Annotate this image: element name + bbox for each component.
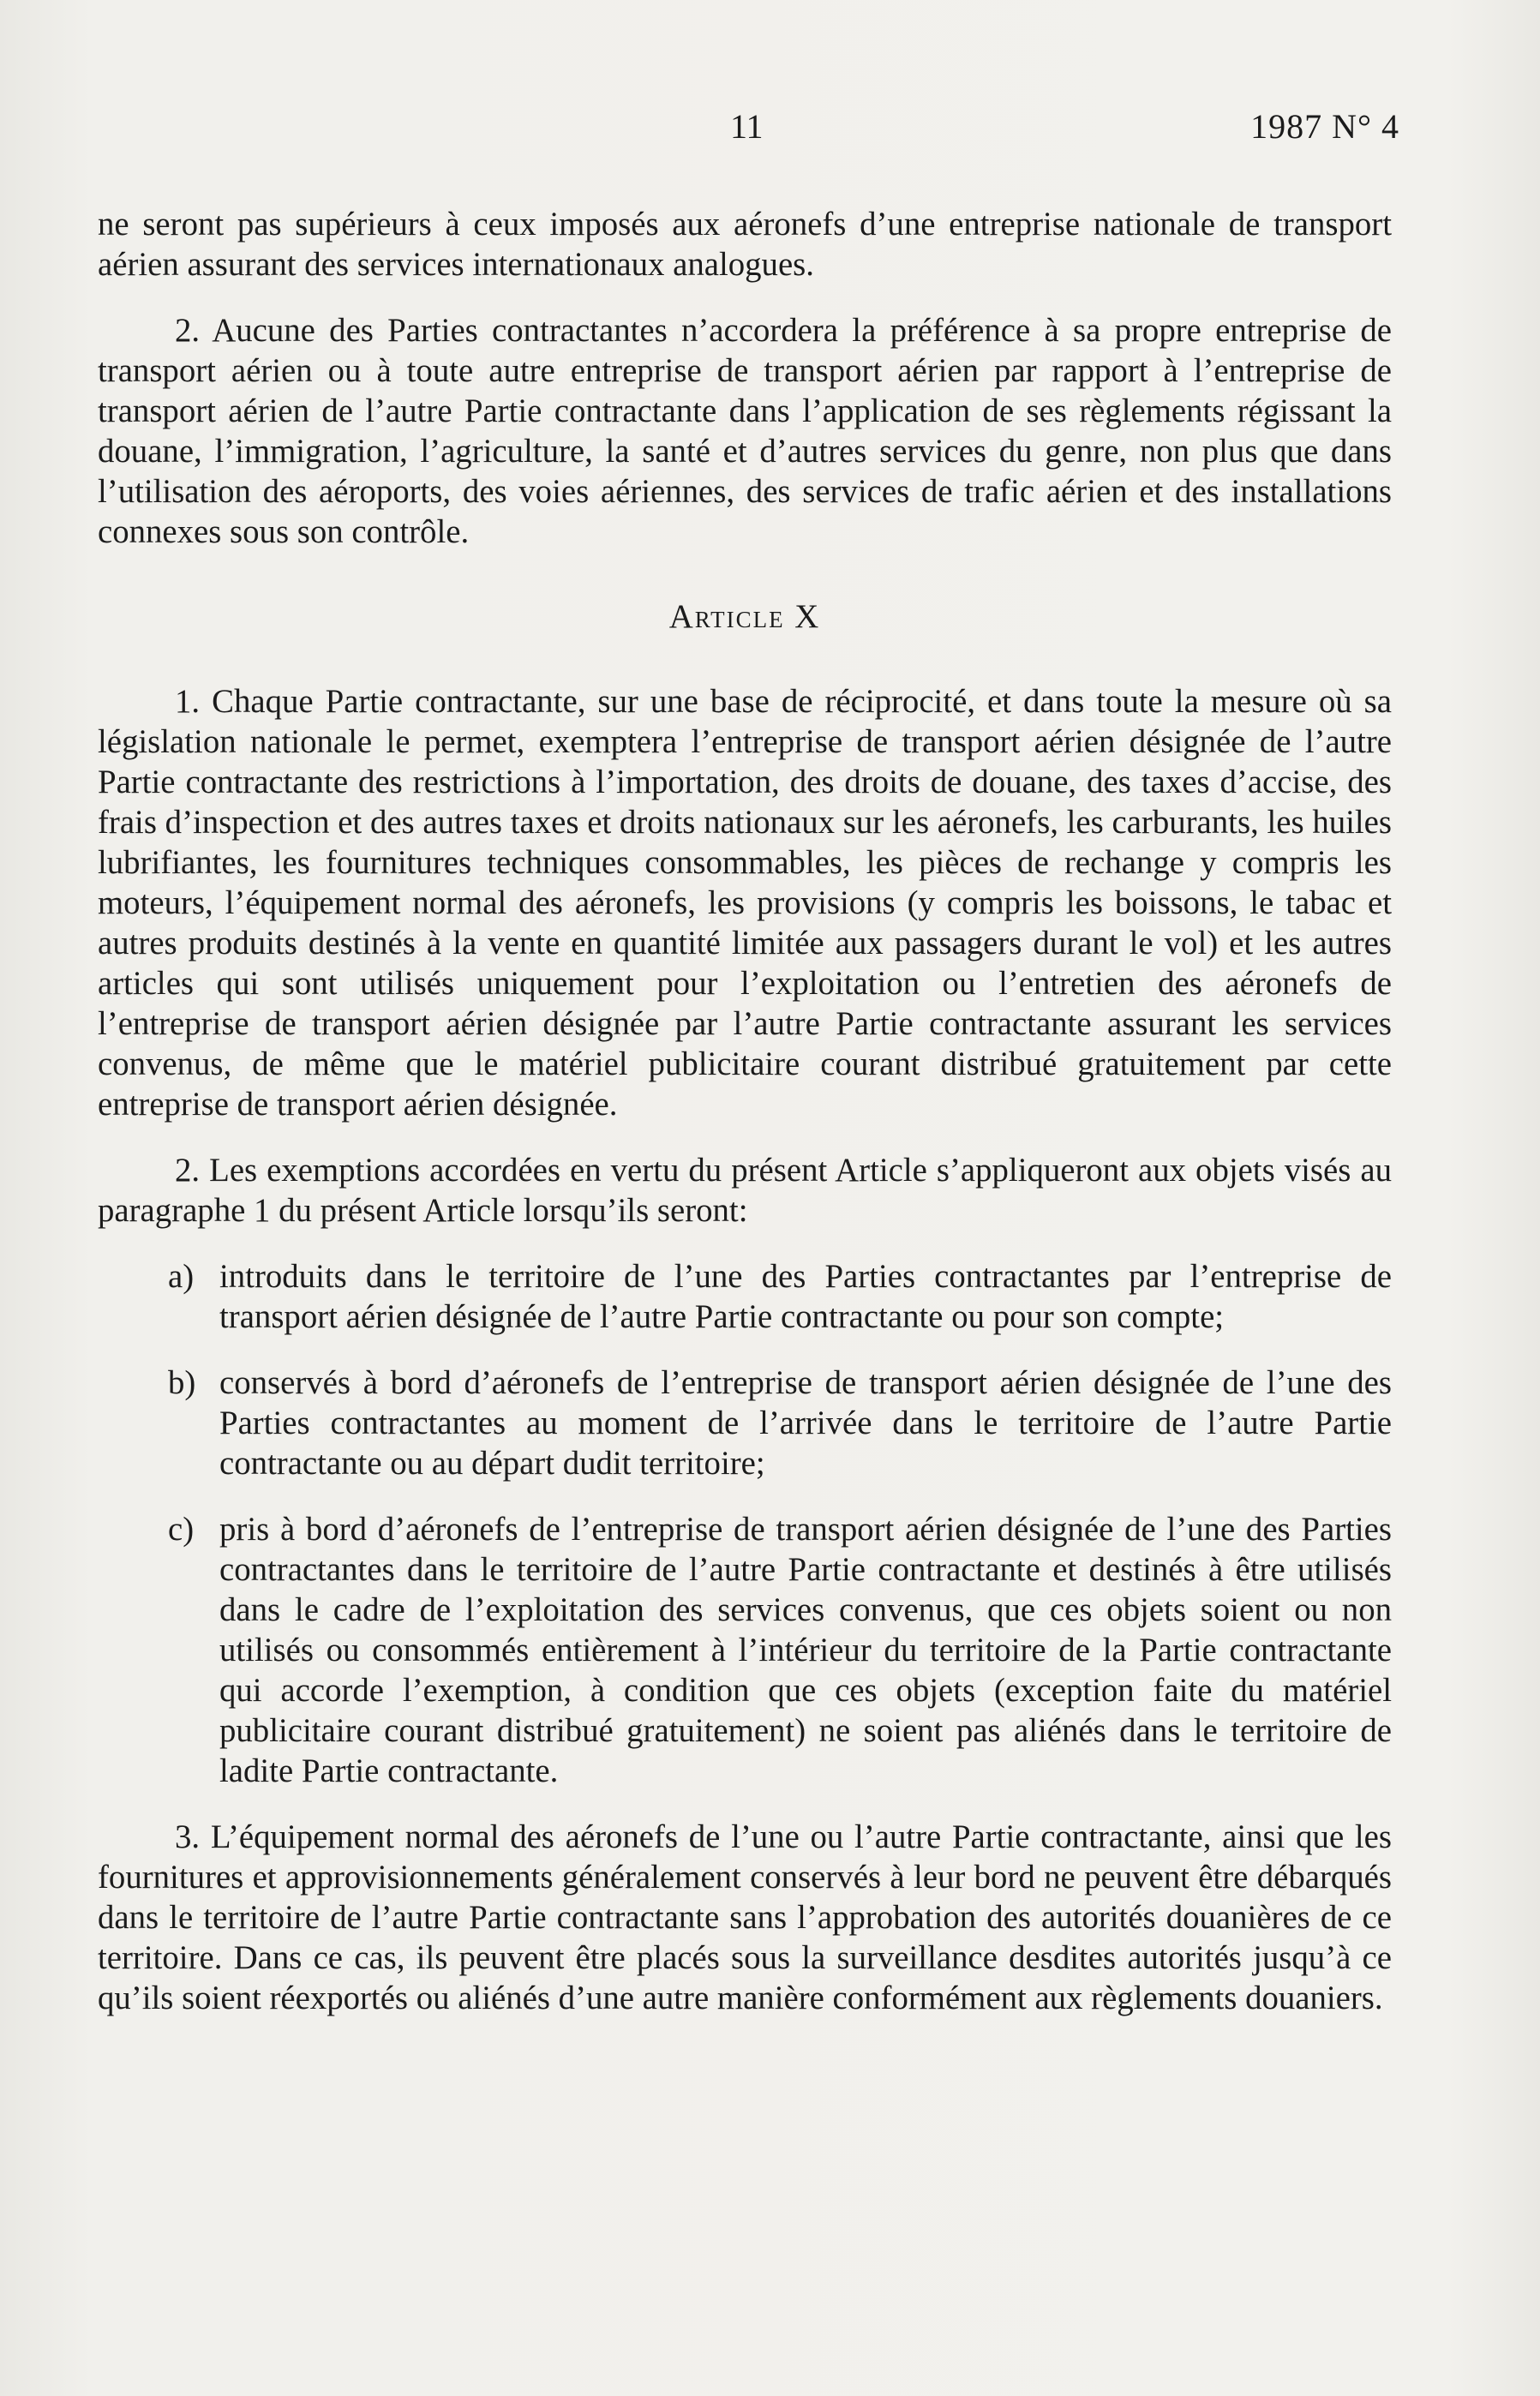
issue-reference: 1987 N° 4 bbox=[1250, 107, 1399, 146]
list-item-text: introduits dans le territoire de l’une des Parties contractantes par l’entreprise de transport aérien désignée de l’autre Partie contractante ou pour son compte; bbox=[219, 1258, 1392, 1335]
document-body bbox=[98, 204, 1392, 2018]
paragraph-x-1: 1. Chaque Partie contractante, sur une base de réciprocité, et dans toute la mesure où sa législation nationale le permet, exemptera l’entreprise de transport aérien désignée de l’autre Partie contractante des restrictions à l’importation, des droits de douane, des taxes d’accise, des frais d’inspection et des autres taxes et droits nationaux sur les aéronefs, les carburants, les huiles lubrifiantes, les fournitures techniques consommables, les pièces de rechange y compris les moteurs, l’équipement normal des aéronefs, les provisions (y compris les boissons, le tabac et autres produits destinés à la vente en quantité limitée aux passagers durant le vol) et les autres articles qui sont utilisés uniquement pour l’exploitation ou l’entretien des aéronefs de l’entreprise de transport aérien désignée par l’autre Partie contractante assurant les services convenus, de même que le matériel publicitaire courant distribué gratuitement par cette entreprise de transport aérien désignée. bbox=[98, 683, 1392, 1123]
paragraph-x-2: 2. Les exemptions accordées en vertu du présent Article s’appliqueront aux objets visés au paragraphe 1 du présent Article lorsqu’ils seront: bbox=[98, 1152, 1392, 1229]
list-item-label: b) bbox=[168, 1364, 196, 1401]
list-item-label: a) bbox=[168, 1258, 195, 1295]
paragraph-x-3: 3. L’équipement normal des aéronefs de l’une ou l’autre Partie contractante, ainsi que les fournitures et approvisionnements généralement conservés à leur bord ne peuvent être débarqués dans le territoire de l’autre Partie contractante sans l’approbation des autorités douanières de ce territoire. Dans ce cas, ils peuvent être placés sous la surveillance desdites autorités jusqu’à ce qu’ils soient réexportés ou aliénés d’une autre manière conformément aux règlements douaniers. bbox=[98, 1818, 1392, 2016]
paragraph-ix-2: 2. Aucune des Parties contractantes n’accordera la préférence à sa propre entreprise de transport aérien ou à toute autre entreprise de transport aérien par rapport à l’entreprise de transport aérien de l’autre Partie contractante dans l’application de ses règlements régissant la douane, l’immigration, l’agriculture, la santé et d’autres services du genre, non plus que dans l’utilisation des aéroports, des voies aériennes, des services de trafic aérien et des installations connexes sous son contrôle. bbox=[98, 312, 1392, 550]
article-heading: Article X bbox=[668, 598, 821, 635]
list-item bbox=[168, 1256, 1392, 1337]
list-item bbox=[168, 1509, 1392, 1791]
list-item-text: pris à bord d’aéronefs de l’entreprise de transport aérien désignée de l’une des Parties contractantes dans le territoire de l’autre Partie contractante et destinés à être utilisés dans le cadre de l’exploitation des services convenus, que ces objets soient ou non utilisés ou consommés entièrement à l’intérieur du territoire de la Partie contractante qui accorde l’exemption, à condition que ces objets (exception faite du matériel publicitaire courant distribué gratuitement) ne soient pas aliénés dans le territoire de ladite Partie contractante. bbox=[219, 1511, 1392, 1789]
page-number: 11 bbox=[730, 107, 764, 146]
paragraph-continuation: ne seront pas supérieurs à ceux imposés aux aéronefs d’une entreprise nationale de transport aérien assurant des services internationaux analogues. bbox=[98, 206, 1392, 283]
list-item-label: c) bbox=[168, 1511, 195, 1548]
page-header bbox=[0, 101, 1540, 153]
list-item bbox=[168, 1363, 1392, 1483]
list-item-text: conservés à bord d’aéronefs de l’entreprise de transport aérien désignée de l’une des Parties contractantes au moment de l’arrivée dans le territoire de l’autre Partie contractante ou au départ dudit territoire; bbox=[219, 1364, 1392, 1482]
